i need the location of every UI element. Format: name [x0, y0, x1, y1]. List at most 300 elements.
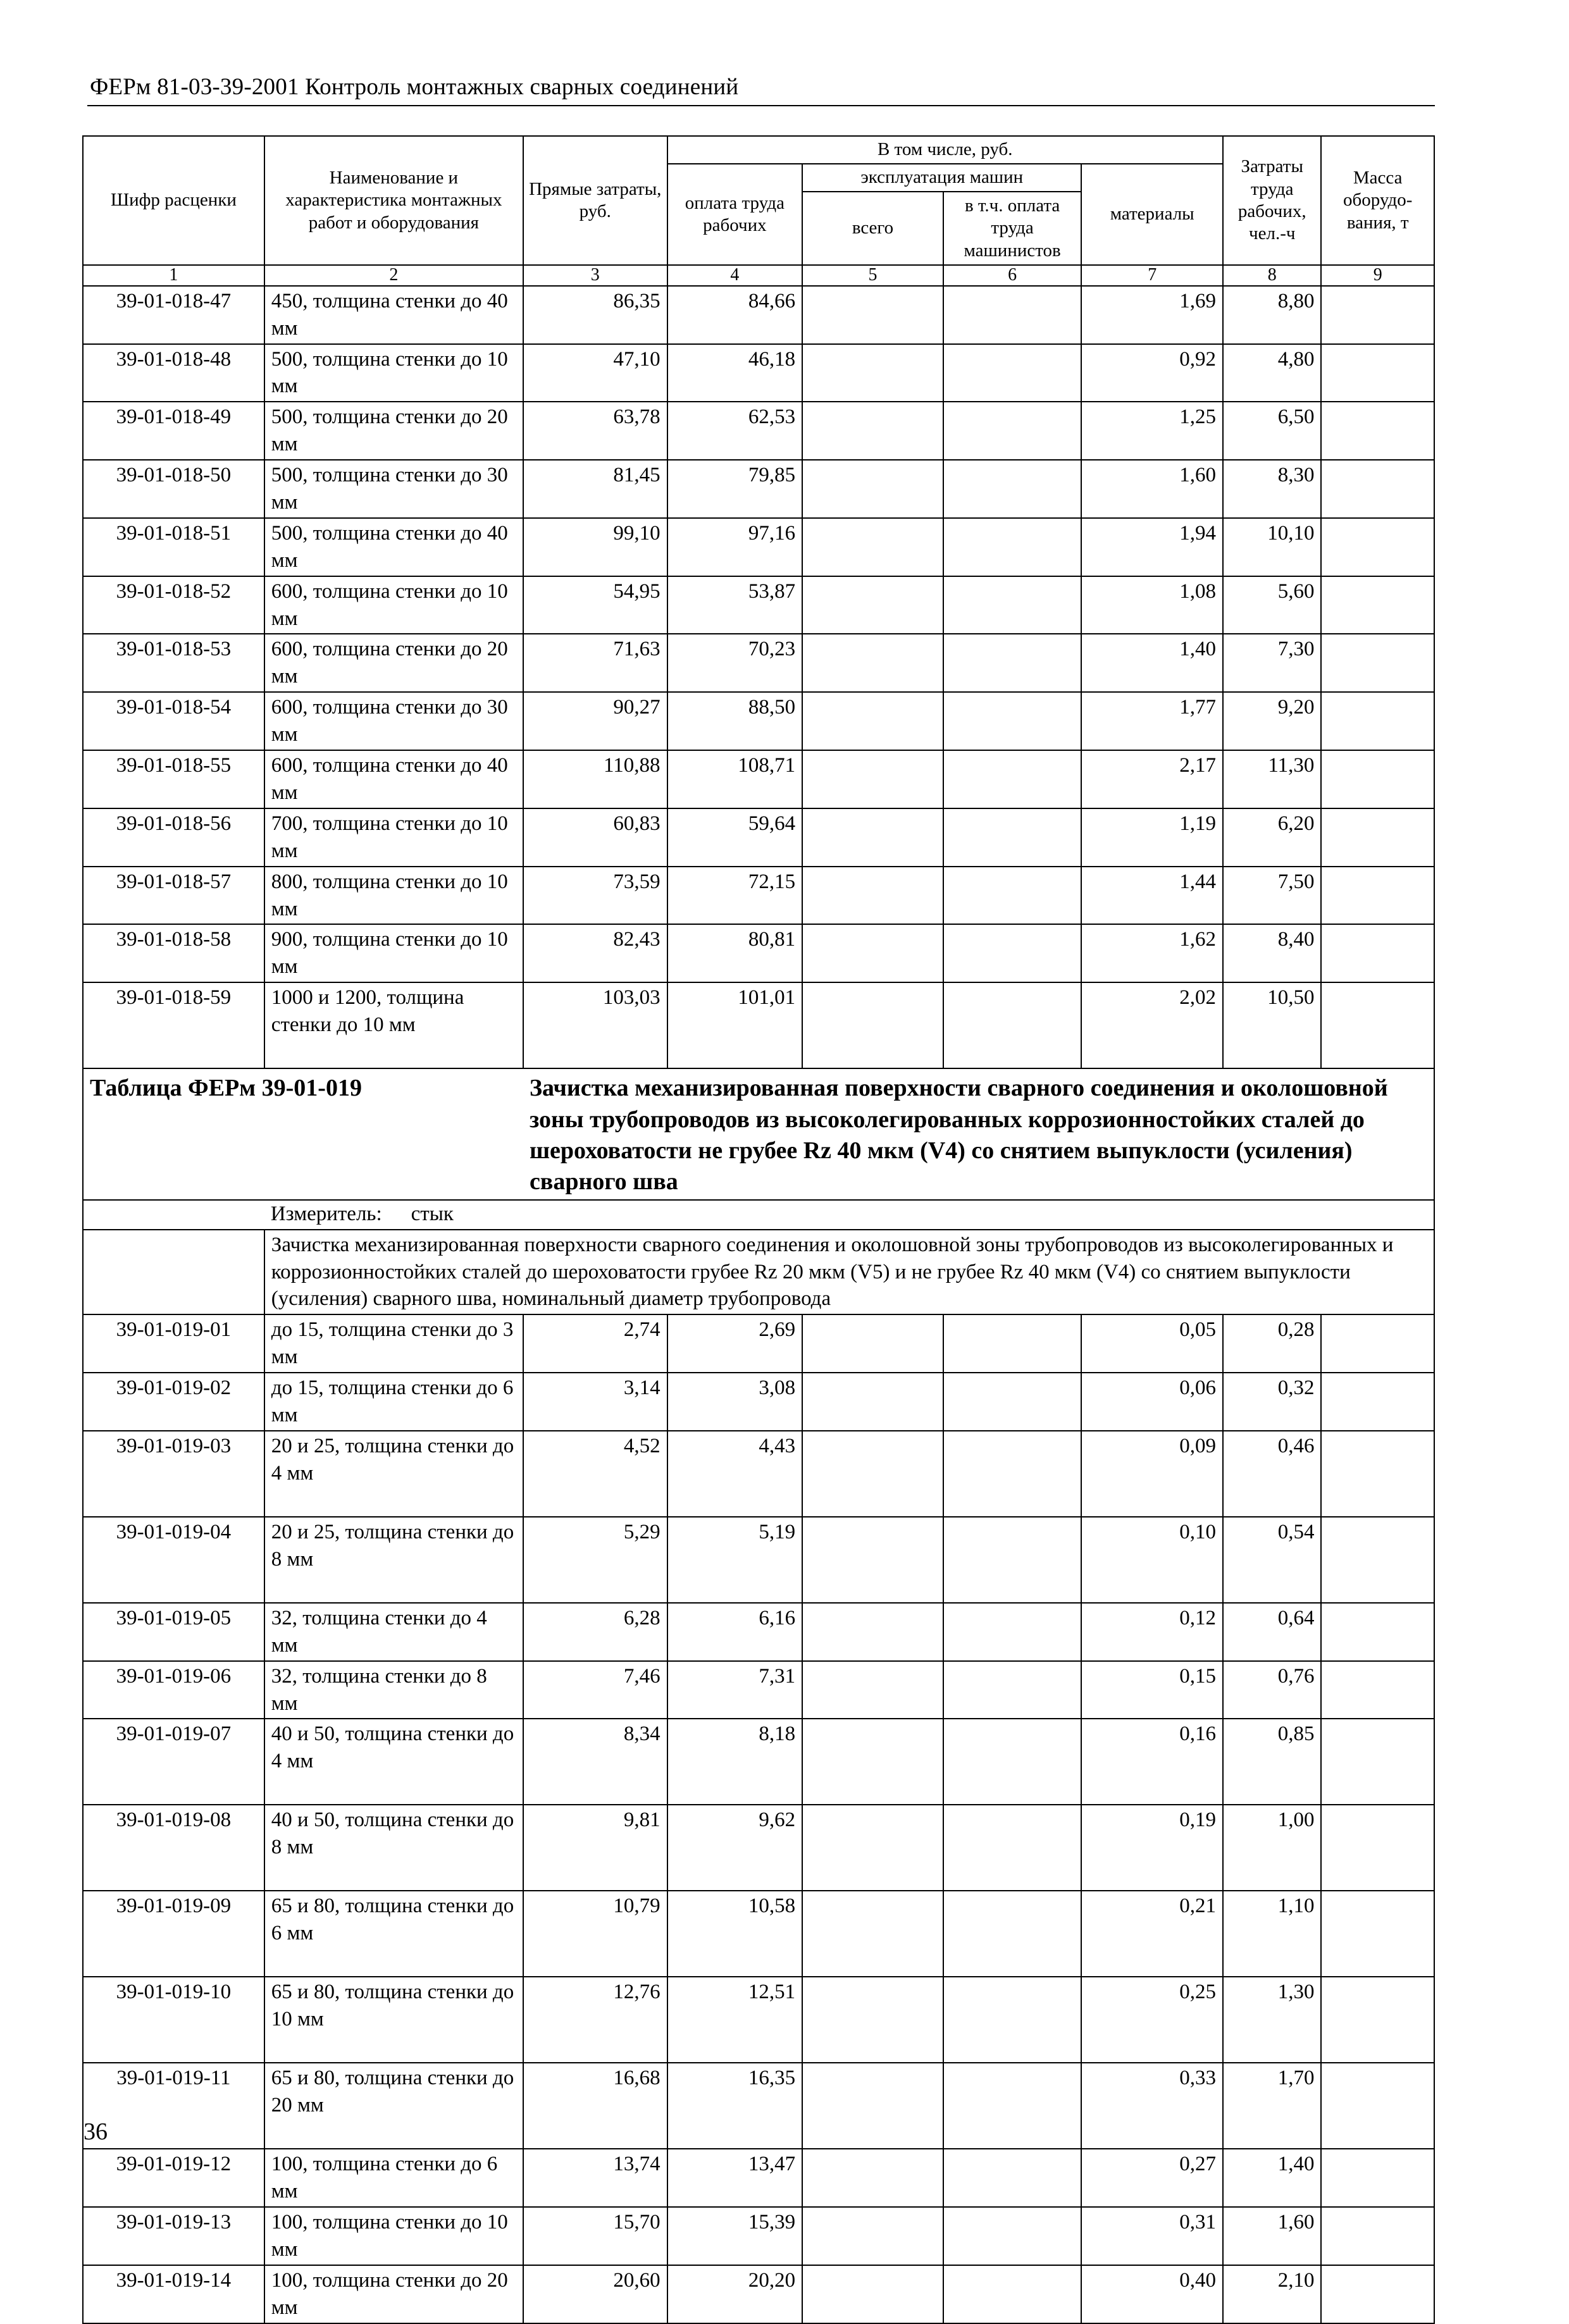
row-machines-total	[802, 808, 943, 867]
column-number: 3	[523, 265, 667, 286]
row-wages: 13,47	[667, 2149, 803, 2207]
row-name: 600, толщина стенки до 20 мм	[264, 634, 523, 692]
row-machines-total	[802, 576, 943, 634]
row-code: 39-01-018-48	[83, 344, 264, 402]
table-row	[83, 867, 1434, 925]
table-row	[83, 1719, 1434, 1805]
row-operators-wages	[943, 2149, 1082, 2207]
row-machines-total	[802, 750, 943, 808]
row-direct-cost: 7,46	[523, 1661, 667, 1719]
row-direct-cost: 103,03	[523, 982, 667, 1068]
table-row	[83, 692, 1434, 750]
row-code: 39-01-018-47	[83, 286, 264, 344]
row-machines-total	[802, 1603, 943, 1661]
row-wages: 10,58	[667, 1891, 803, 1977]
row-materials: 0,33	[1081, 2063, 1223, 2149]
row-wages: 5,19	[667, 1517, 803, 1603]
table-row	[83, 2207, 1434, 2265]
row-materials: 0,92	[1081, 344, 1223, 402]
row-direct-cost: 110,88	[523, 750, 667, 808]
row-machines-total	[802, 1719, 943, 1805]
row-operators-wages	[943, 750, 1082, 808]
meter-label: Измеритель:	[270, 1202, 382, 1225]
row-name: 450, толщина стенки до 40 мм	[264, 286, 523, 344]
row-labor: 7,50	[1223, 867, 1321, 925]
row-machines-total	[802, 1431, 943, 1517]
row-code: 39-01-019-08	[83, 1805, 264, 1891]
row-wages: 88,50	[667, 692, 803, 750]
row-code: 39-01-019-07	[83, 1719, 264, 1805]
row-mass	[1321, 286, 1434, 344]
row-machines-total	[802, 924, 943, 982]
row-mass	[1321, 2149, 1434, 2207]
row-machines-total	[802, 1805, 943, 1891]
col-header-direct: Прямые затраты, руб.	[523, 136, 667, 265]
row-direct-cost: 81,45	[523, 460, 667, 518]
column-number: 8	[1223, 265, 1321, 286]
row-direct-cost: 99,10	[523, 518, 667, 576]
row-wages: 3,08	[667, 1373, 803, 1431]
row-direct-cost: 71,63	[523, 634, 667, 692]
row-wages: 15,39	[667, 2207, 803, 2265]
row-name: 600, толщина стенки до 40 мм	[264, 750, 523, 808]
row-operators-wages	[943, 518, 1082, 576]
row-mass	[1321, 344, 1434, 402]
row-labor: 1,30	[1223, 1977, 1321, 2063]
row-direct-cost: 86,35	[523, 286, 667, 344]
row-mass	[1321, 576, 1434, 634]
row-materials: 0,40	[1081, 2265, 1223, 2323]
section-label: Таблица ФЕРм 39-01-019	[90, 1075, 362, 1102]
row-wages: 84,66	[667, 286, 803, 344]
row-name: 100, толщина стенки до 6 мм	[264, 2149, 523, 2207]
row-labor: 0,28	[1223, 1314, 1321, 1373]
table-row	[83, 634, 1434, 692]
row-materials: 1,69	[1081, 286, 1223, 344]
row-operators-wages	[943, 576, 1082, 634]
row-direct-cost: 16,68	[523, 2063, 667, 2149]
row-materials: 0,15	[1081, 1661, 1223, 1719]
row-mass	[1321, 924, 1434, 982]
header-rule	[87, 105, 1435, 106]
row-labor: 1,10	[1223, 1891, 1321, 1977]
row-code: 39-01-019-02	[83, 1373, 264, 1431]
table-row	[83, 402, 1434, 460]
column-number: 4	[667, 265, 803, 286]
section-019-heading	[83, 1068, 1434, 1314]
row-code: 39-01-018-59	[83, 982, 264, 1068]
row-operators-wages	[943, 808, 1082, 867]
row-code: 39-01-019-06	[83, 1661, 264, 1719]
row-name: до 15, толщина стенки до 3 мм	[264, 1314, 523, 1373]
table-row	[83, 1805, 1434, 1891]
row-operators-wages	[943, 924, 1082, 982]
row-name: 900, толщина стенки до 10 мм	[264, 924, 523, 982]
meter-spacer	[83, 1200, 264, 1230]
row-mass	[1321, 1805, 1434, 1891]
row-wages: 70,23	[667, 634, 803, 692]
page-header: ФЕРм 81-03-39-2001 Контроль монтажных сварных соединений	[90, 74, 739, 100]
row-mass	[1321, 2207, 1434, 2265]
row-operators-wages	[943, 286, 1082, 344]
page-number: 36	[84, 2118, 108, 2145]
row-name: 20 и 25, толщина стенки до 4 мм	[264, 1431, 523, 1517]
row-materials: 0,05	[1081, 1314, 1223, 1373]
table-row	[83, 750, 1434, 808]
section-description: Зачистка механизированная поверхности сварного соединения и околошовной зоны трубопроводов из высоколегированных и коррозионностойких сталей до шероховатости грубее Rz 20 мкм (V5) и не грубее Rz 40 мкм (V4) со снятием выпуклости (усиления) сварного шва, номинальный диаметр трубопровода	[264, 1230, 1434, 1315]
column-number: 1	[83, 265, 264, 286]
section-title: Зачистка механизированная поверхности сварного соединения и околошовной зоны трубопроводов из высоколегированных коррозионностойких сталей до шероховатости не грубее Rz 40 мкм (V4) со снятием выпуклости (усиления) сварного шва	[529, 1075, 1388, 1196]
row-mass	[1321, 634, 1434, 692]
row-mass	[1321, 1517, 1434, 1603]
row-code: 39-01-018-58	[83, 924, 264, 982]
row-wages: 108,71	[667, 750, 803, 808]
row-machines-total	[802, 2063, 943, 2149]
row-wages: 53,87	[667, 576, 803, 634]
row-machines-total	[802, 286, 943, 344]
row-operators-wages	[943, 1977, 1082, 2063]
row-code: 39-01-019-03	[83, 1431, 264, 1517]
row-direct-cost: 4,52	[523, 1431, 667, 1517]
row-name: 500, толщина стенки до 30 мм	[264, 460, 523, 518]
row-wages: 101,01	[667, 982, 803, 1068]
row-code: 39-01-019-10	[83, 1977, 264, 2063]
row-operators-wages	[943, 634, 1082, 692]
row-machines-total	[802, 982, 943, 1068]
table-row	[83, 576, 1434, 634]
col-header-labor: Затраты труда рабочих, чел.-ч	[1223, 136, 1321, 265]
description-spacer	[83, 1230, 264, 1315]
row-code: 39-01-018-54	[83, 692, 264, 750]
row-mass	[1321, 1977, 1434, 2063]
row-direct-cost: 2,74	[523, 1314, 667, 1373]
row-operators-wages	[943, 1603, 1082, 1661]
row-name: 600, толщина стенки до 30 мм	[264, 692, 523, 750]
row-labor: 0,54	[1223, 1517, 1321, 1603]
row-direct-cost: 6,28	[523, 1603, 667, 1661]
row-wages: 4,43	[667, 1431, 803, 1517]
row-labor: 0,85	[1223, 1719, 1321, 1805]
row-labor: 11,30	[1223, 750, 1321, 808]
row-wages: 20,20	[667, 2265, 803, 2323]
row-machines-total	[802, 402, 943, 460]
row-wages: 72,15	[667, 867, 803, 925]
row-labor: 1,00	[1223, 1805, 1321, 1891]
row-operators-wages	[943, 2207, 1082, 2265]
row-wages: 80,81	[667, 924, 803, 982]
row-operators-wages	[943, 460, 1082, 518]
row-code: 39-01-019-11	[83, 2063, 264, 2149]
row-name: 32, толщина стенки до 8 мм	[264, 1661, 523, 1719]
row-mass	[1321, 402, 1434, 460]
row-operators-wages	[943, 1805, 1082, 1891]
column-number: 9	[1321, 265, 1434, 286]
row-materials: 0,16	[1081, 1719, 1223, 1805]
row-machines-total	[802, 2207, 943, 2265]
row-machines-total	[802, 460, 943, 518]
row-direct-cost: 90,27	[523, 692, 667, 750]
row-materials: 0,27	[1081, 2149, 1223, 2207]
row-direct-cost: 9,81	[523, 1805, 667, 1891]
column-number: 5	[802, 265, 943, 286]
col-header-wages: оплата труда рабочих	[667, 164, 803, 265]
row-labor: 7,30	[1223, 634, 1321, 692]
row-name: 20 и 25, толщина стенки до 8 мм	[264, 1517, 523, 1603]
row-name: 100, толщина стенки до 20 мм	[264, 2265, 523, 2323]
row-machines-total	[802, 518, 943, 576]
row-name: 65 и 80, толщина стенки до 6 мм	[264, 1891, 523, 1977]
row-direct-cost: 3,14	[523, 1373, 667, 1431]
row-labor: 10,10	[1223, 518, 1321, 576]
table-row	[83, 344, 1434, 402]
row-direct-cost: 63,78	[523, 402, 667, 460]
row-operators-wages	[943, 344, 1082, 402]
row-code: 39-01-019-12	[83, 2149, 264, 2207]
row-code: 39-01-018-50	[83, 460, 264, 518]
row-operators-wages	[943, 1373, 1082, 1431]
row-machines-total	[802, 1314, 943, 1373]
row-mass	[1321, 1719, 1434, 1805]
section-label-cell	[83, 1068, 523, 1200]
row-materials: 2,02	[1081, 982, 1223, 1068]
row-code: 39-01-019-05	[83, 1603, 264, 1661]
row-operators-wages	[943, 1719, 1082, 1805]
row-mass	[1321, 1314, 1434, 1373]
row-name: 500, толщина стенки до 40 мм	[264, 518, 523, 576]
meter-cell	[264, 1200, 1434, 1230]
table-row	[83, 924, 1434, 982]
row-operators-wages	[943, 1517, 1082, 1603]
row-direct-cost: 54,95	[523, 576, 667, 634]
row-direct-cost: 60,83	[523, 808, 667, 867]
row-wages: 2,69	[667, 1314, 803, 1373]
row-operators-wages	[943, 867, 1082, 925]
row-operators-wages	[943, 692, 1082, 750]
table-body-019	[83, 1314, 1434, 2323]
row-direct-cost: 5,29	[523, 1517, 667, 1603]
row-labor: 6,20	[1223, 808, 1321, 867]
row-wages: 12,51	[667, 1977, 803, 2063]
row-name: 100, толщина стенки до 10 мм	[264, 2207, 523, 2265]
row-labor: 5,60	[1223, 576, 1321, 634]
table-row	[83, 1661, 1434, 1719]
row-machines-total	[802, 2149, 943, 2207]
row-mass	[1321, 1603, 1434, 1661]
row-wages: 46,18	[667, 344, 803, 402]
row-machines-total	[802, 1891, 943, 1977]
row-materials: 0,19	[1081, 1805, 1223, 1891]
row-materials: 1,08	[1081, 576, 1223, 634]
col-header-code: Шифр расценки	[83, 136, 264, 265]
row-materials: 1,77	[1081, 692, 1223, 750]
table-row	[83, 808, 1434, 867]
row-labor: 0,64	[1223, 1603, 1321, 1661]
row-mass	[1321, 750, 1434, 808]
table-row	[83, 2265, 1434, 2323]
row-materials: 0,10	[1081, 1517, 1223, 1603]
row-wages: 16,35	[667, 2063, 803, 2149]
row-direct-cost: 47,10	[523, 344, 667, 402]
row-operators-wages	[943, 1431, 1082, 1517]
row-materials: 1,44	[1081, 867, 1223, 925]
row-name: 32, толщина стенки до 4 мм	[264, 1603, 523, 1661]
row-code: 39-01-019-13	[83, 2207, 264, 2265]
row-mass	[1321, 867, 1434, 925]
row-wages: 8,18	[667, 1719, 803, 1805]
row-direct-cost: 15,70	[523, 2207, 667, 2265]
row-wages: 9,62	[667, 1805, 803, 1891]
row-machines-total	[802, 634, 943, 692]
table-row	[83, 1603, 1434, 1661]
row-machines-total	[802, 344, 943, 402]
row-materials: 1,40	[1081, 634, 1223, 692]
row-name: 500, толщина стенки до 10 мм	[264, 344, 523, 402]
row-machines-total	[802, 1977, 943, 2063]
col-header-total: всего	[802, 192, 943, 265]
row-labor: 0,76	[1223, 1661, 1321, 1719]
row-materials: 1,19	[1081, 808, 1223, 867]
row-operators-wages	[943, 1891, 1082, 1977]
row-code: 39-01-019-04	[83, 1517, 264, 1603]
table-row	[83, 1373, 1434, 1431]
row-labor: 10,50	[1223, 982, 1321, 1068]
row-materials: 0,21	[1081, 1891, 1223, 1977]
row-direct-cost: 10,79	[523, 1891, 667, 1977]
table-row	[83, 1431, 1434, 1517]
row-labor: 4,80	[1223, 344, 1321, 402]
table-row	[83, 460, 1434, 518]
row-machines-total	[802, 1661, 943, 1719]
row-direct-cost: 12,76	[523, 1977, 667, 2063]
row-wages: 6,16	[667, 1603, 803, 1661]
row-mass	[1321, 518, 1434, 576]
row-direct-cost: 73,59	[523, 867, 667, 925]
row-operators-wages	[943, 982, 1082, 1068]
row-labor: 9,20	[1223, 692, 1321, 750]
row-code: 39-01-018-55	[83, 750, 264, 808]
section-title-cell	[523, 1068, 1434, 1200]
table-row	[83, 1517, 1434, 1603]
row-labor: 1,40	[1223, 2149, 1321, 2207]
row-mass	[1321, 2265, 1434, 2323]
row-materials: 0,06	[1081, 1373, 1223, 1431]
row-materials: 0,31	[1081, 2207, 1223, 2265]
row-code: 39-01-019-01	[83, 1314, 264, 1373]
row-name: 700, толщина стенки до 10 мм	[264, 808, 523, 867]
col-header-mass: Масса оборудо-вания, т	[1321, 136, 1434, 265]
row-name: 40 и 50, толщина стенки до 8 мм	[264, 1805, 523, 1891]
rates-table	[82, 135, 1435, 2324]
col-header-operators: в т.ч. оплата труда машинистов	[943, 192, 1082, 265]
row-direct-cost: 20,60	[523, 2265, 667, 2323]
table-row	[83, 286, 1434, 344]
row-direct-cost: 82,43	[523, 924, 667, 982]
row-operators-wages	[943, 1314, 1082, 1373]
row-labor: 8,30	[1223, 460, 1321, 518]
row-machines-total	[802, 1373, 943, 1431]
table-row	[83, 982, 1434, 1068]
row-labor: 1,70	[1223, 2063, 1321, 2149]
col-header-machines: эксплуатация машин	[802, 164, 1081, 192]
row-name: 40 и 50, толщина стенки до 4 мм	[264, 1719, 523, 1805]
row-mass	[1321, 1373, 1434, 1431]
row-labor: 6,50	[1223, 402, 1321, 460]
row-mass	[1321, 1661, 1434, 1719]
row-materials: 0,12	[1081, 1603, 1223, 1661]
row-materials: 0,25	[1081, 1977, 1223, 2063]
table-row	[83, 1891, 1434, 1977]
row-machines-total	[802, 1517, 943, 1603]
column-number: 2	[264, 265, 523, 286]
meter-value: стык	[411, 1202, 454, 1225]
table-row	[83, 518, 1434, 576]
table-row	[83, 2149, 1434, 2207]
row-labor: 1,60	[1223, 2207, 1321, 2265]
row-code: 39-01-018-53	[83, 634, 264, 692]
row-code: 39-01-019-14	[83, 2265, 264, 2323]
row-code: 39-01-018-49	[83, 402, 264, 460]
row-mass	[1321, 982, 1434, 1068]
row-machines-total	[802, 867, 943, 925]
row-code: 39-01-018-52	[83, 576, 264, 634]
row-materials: 1,25	[1081, 402, 1223, 460]
row-operators-wages	[943, 402, 1082, 460]
row-labor: 2,10	[1223, 2265, 1321, 2323]
row-name: 65 и 80, толщина стенки до 10 мм	[264, 1977, 523, 2063]
row-mass	[1321, 692, 1434, 750]
row-machines-total	[802, 692, 943, 750]
table-row	[83, 2063, 1434, 2149]
row-wages: 79,85	[667, 460, 803, 518]
row-materials: 1,94	[1081, 518, 1223, 576]
row-labor: 8,40	[1223, 924, 1321, 982]
row-code: 39-01-018-56	[83, 808, 264, 867]
column-number: 7	[1081, 265, 1223, 286]
row-mass	[1321, 460, 1434, 518]
row-name: до 15, толщина стенки до 6 мм	[264, 1373, 523, 1431]
column-numbers-row	[83, 265, 1434, 286]
row-operators-wages	[943, 2063, 1082, 2149]
col-header-materials: материалы	[1081, 164, 1223, 265]
row-mass	[1321, 2063, 1434, 2149]
row-labor: 0,46	[1223, 1431, 1321, 1517]
row-direct-cost: 13,74	[523, 2149, 667, 2207]
row-code: 39-01-018-57	[83, 867, 264, 925]
column-number: 6	[943, 265, 1082, 286]
row-machines-total	[802, 2265, 943, 2323]
meter-line	[271, 1201, 1427, 1228]
row-wages: 97,16	[667, 518, 803, 576]
row-wages: 59,64	[667, 808, 803, 867]
row-mass	[1321, 1891, 1434, 1977]
row-name: 500, толщина стенки до 20 мм	[264, 402, 523, 460]
row-operators-wages	[943, 1661, 1082, 1719]
table-row	[83, 1314, 1434, 1373]
row-wages: 62,53	[667, 402, 803, 460]
row-materials: 1,60	[1081, 460, 1223, 518]
row-labor: 8,80	[1223, 286, 1321, 344]
row-materials: 2,17	[1081, 750, 1223, 808]
row-code: 39-01-019-09	[83, 1891, 264, 1977]
row-materials: 0,09	[1081, 1431, 1223, 1517]
table-body-018	[83, 286, 1434, 1068]
row-name: 800, толщина стенки до 10 мм	[264, 867, 523, 925]
col-header-incl: В том числе, руб.	[667, 136, 1223, 164]
row-name: 65 и 80, толщина стенки до 20 мм	[264, 2063, 523, 2149]
row-labor: 0,32	[1223, 1373, 1321, 1431]
table-header	[83, 136, 1434, 286]
col-header-name: Наименование и характеристика монтажных работ и оборудования	[264, 136, 523, 265]
